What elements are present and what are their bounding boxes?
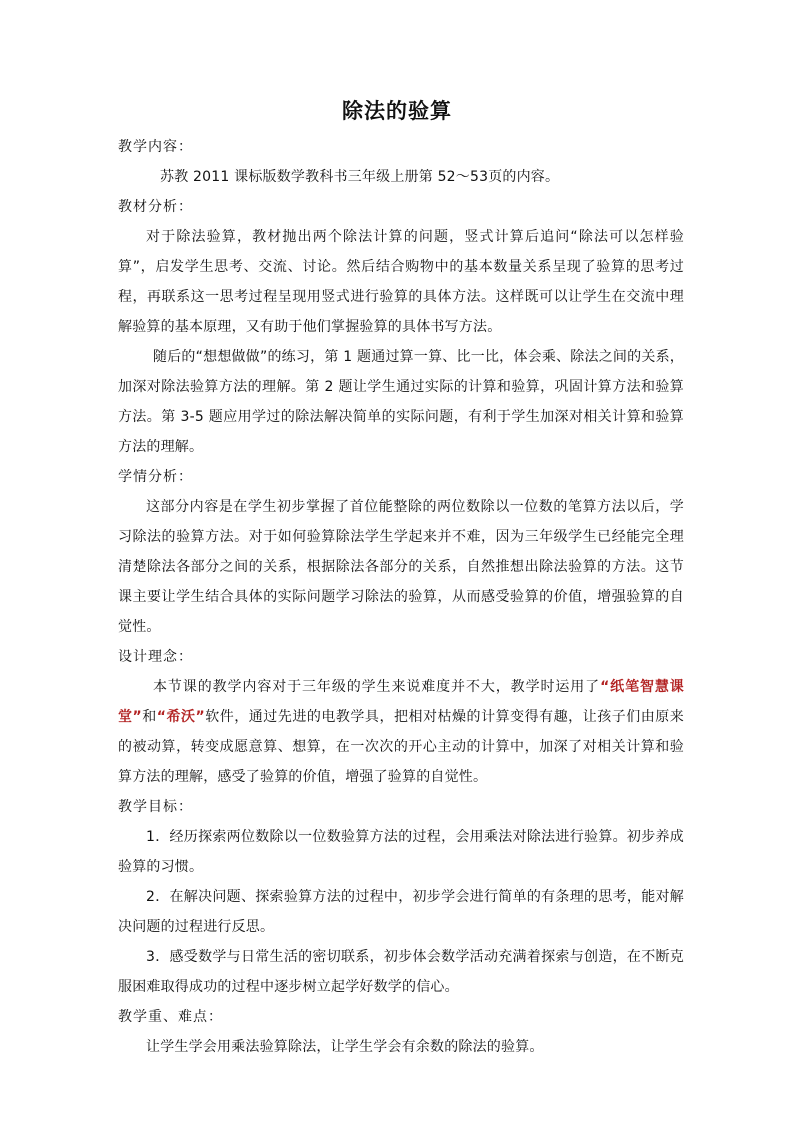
paragraph: 让学生学会用乘法验算除法，让学生学会有余数的除法的验算。	[146, 1039, 544, 1055]
section-heading: 教学重、难点：	[118, 1009, 223, 1025]
section-heading: 设计理念：	[118, 649, 193, 665]
section-student-analysis	[118, 462, 684, 642]
section-heading: 教材分析：	[118, 199, 193, 215]
section-textbook-analysis	[118, 192, 684, 462]
section-design-concept	[118, 642, 684, 792]
section-heading: 学情分析：	[118, 469, 193, 485]
document-body	[118, 132, 684, 1062]
goal-item: 2．在解决问题、探索验算方法的过程中，初步学会进行简单的有条理的思考，能对解决问题的过程进行反思。	[118, 889, 684, 935]
section-heading: 教学目标：	[118, 799, 193, 815]
section-key-points	[118, 1002, 684, 1062]
goal-item: 3．感受数学与日常生活的密切联系，初步体会数学活动充满着探索与创造，在不断克服困难取得成功的过程中逐步树立起学好数学的信心。	[118, 949, 684, 995]
paragraph: 随后的“想想做做”的练习，第 1 题通过算一算、比一比，体会乘、除法之间的关系，加深对除法验算方法的理解。第 2 题让学生通过实际的计算和验算，巩固计算方法和验算方法。第 3-5 题应用学过的除法解决简单的实际问题，有利于学生加深对相关计算和验算方法的理解。	[118, 349, 684, 455]
section-teaching-goals	[118, 792, 684, 1002]
page-title: 除法的验算	[342, 99, 452, 123]
highlight-seewo: “希沃”	[156, 709, 205, 725]
design-text-3: 软件，通过先进的电教学具，把相对枯燥的计算变得有趣，让孩子们由原来的被动算，转变成愿意算、想算，在一次次的开心主动的计算中，加深了对相关计算和验算方法的理解，感受了验算的价值，增强了验算的自觉性。	[118, 709, 684, 785]
design-text-1: 本节课的教学内容对于三年级的学生来说难度并不大，教学时运用了	[153, 679, 601, 695]
paragraph: 苏教 2011 课标版数学教科书三年级上册第 52～53页的内容。	[160, 169, 560, 185]
paragraph: 对于除法验算，教材抛出两个除法计算的问题，竖式计算后追问“除法可以怎样验算”，启发学生思考、交流、讨论。然后结合购物中的基本数量关系呈现了验算的思考过程，再联系这一思考过程呈现用竖式进行验算的具体方法。这样既可以让学生在交流中理解验算的基本原理，又有助于他们掌握验算的具体书写方法。	[118, 229, 684, 335]
paragraph: 这部分内容是在学生初步掌握了首位能整除的两位数除以一位数的笔算方法以后，学习除法的验算方法。对于如何验算除法学生学起来并不难，因为三年级学生已经能完全理清楚除法各部分之间的关系，根据除法各部分的关系，自然推想出除法验算的方法。这节课主要让学生结合具体的实际问题学习除法的验算，从而感受验算的价值，增强验算的自觉性。	[118, 499, 684, 635]
design-text-2: 和	[141, 709, 157, 725]
section-heading: 教学内容：	[118, 139, 193, 155]
paragraph	[118, 672, 684, 792]
highlight-zhibi-class: “纸笔智慧课堂”	[118, 679, 684, 725]
section-teaching-content	[118, 132, 684, 192]
goal-item: 1．经历探索两位数除以一位数验算方法的过程，会用乘法对除法进行验算。初步养成验算的习惯。	[118, 829, 684, 875]
